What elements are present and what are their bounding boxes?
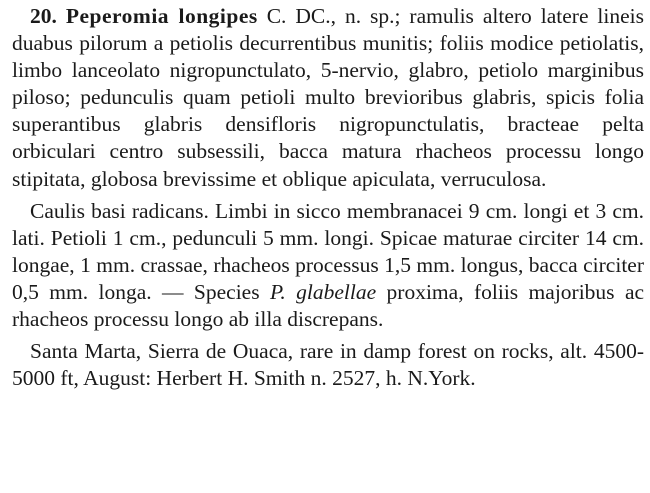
diagnosis-text: C. DC., n. sp.; ramulis altero latere lineis duabus pilorum a petiolis decurrentibus munitis; foliis modice petiolatis, limbo lanceolato nigropunctulato, 5-nervio, glabro, petiolo marginibus piloso; pedunculis quam petioli multo brevioribus glabris, spicis folia superantibus glabris densifloris nigropunctulatis, bracteae pelta orbiculari centro subsessili, bacca matura rhacheos processu longo stipitata, globosa brevissime et oblique apiculata, verruculosa. <box>12 4 645 191</box>
description-text-after: proxima, foliis majoribus ac rhacheos processu longo ab illa discrepans. <box>12 279 645 332</box>
description-text-before: Caulis basi radicans. Limbi in sicco membranacei 9 cm. longi et 3 cm. lati. Petioli 1 cm., pedunculi 5 mm. longi. Spicae maturae circiter 14 cm. longae, 1 mm. crassae, rhacheos processus 1,5 mm. longus, bacca circiter 0,5 mm. longa. — Species <box>12 198 644 304</box>
species-name: Peperomia longipes <box>65 4 258 28</box>
entry-number: 20. <box>30 4 57 28</box>
comparison-species: P. glabellae <box>270 279 377 304</box>
description-paragraph <box>12 198 644 333</box>
locality-paragraph <box>12 338 644 392</box>
paper-page <box>12 3 644 392</box>
species-diagnosis-paragraph <box>12 3 644 193</box>
locality-text: Santa Marta, Sierra de Ouaca, rare in damp forest on rocks, alt. 4500-5000 ft, August: Herbert H. Smith n. 2527, h. N.York. <box>12 339 644 391</box>
